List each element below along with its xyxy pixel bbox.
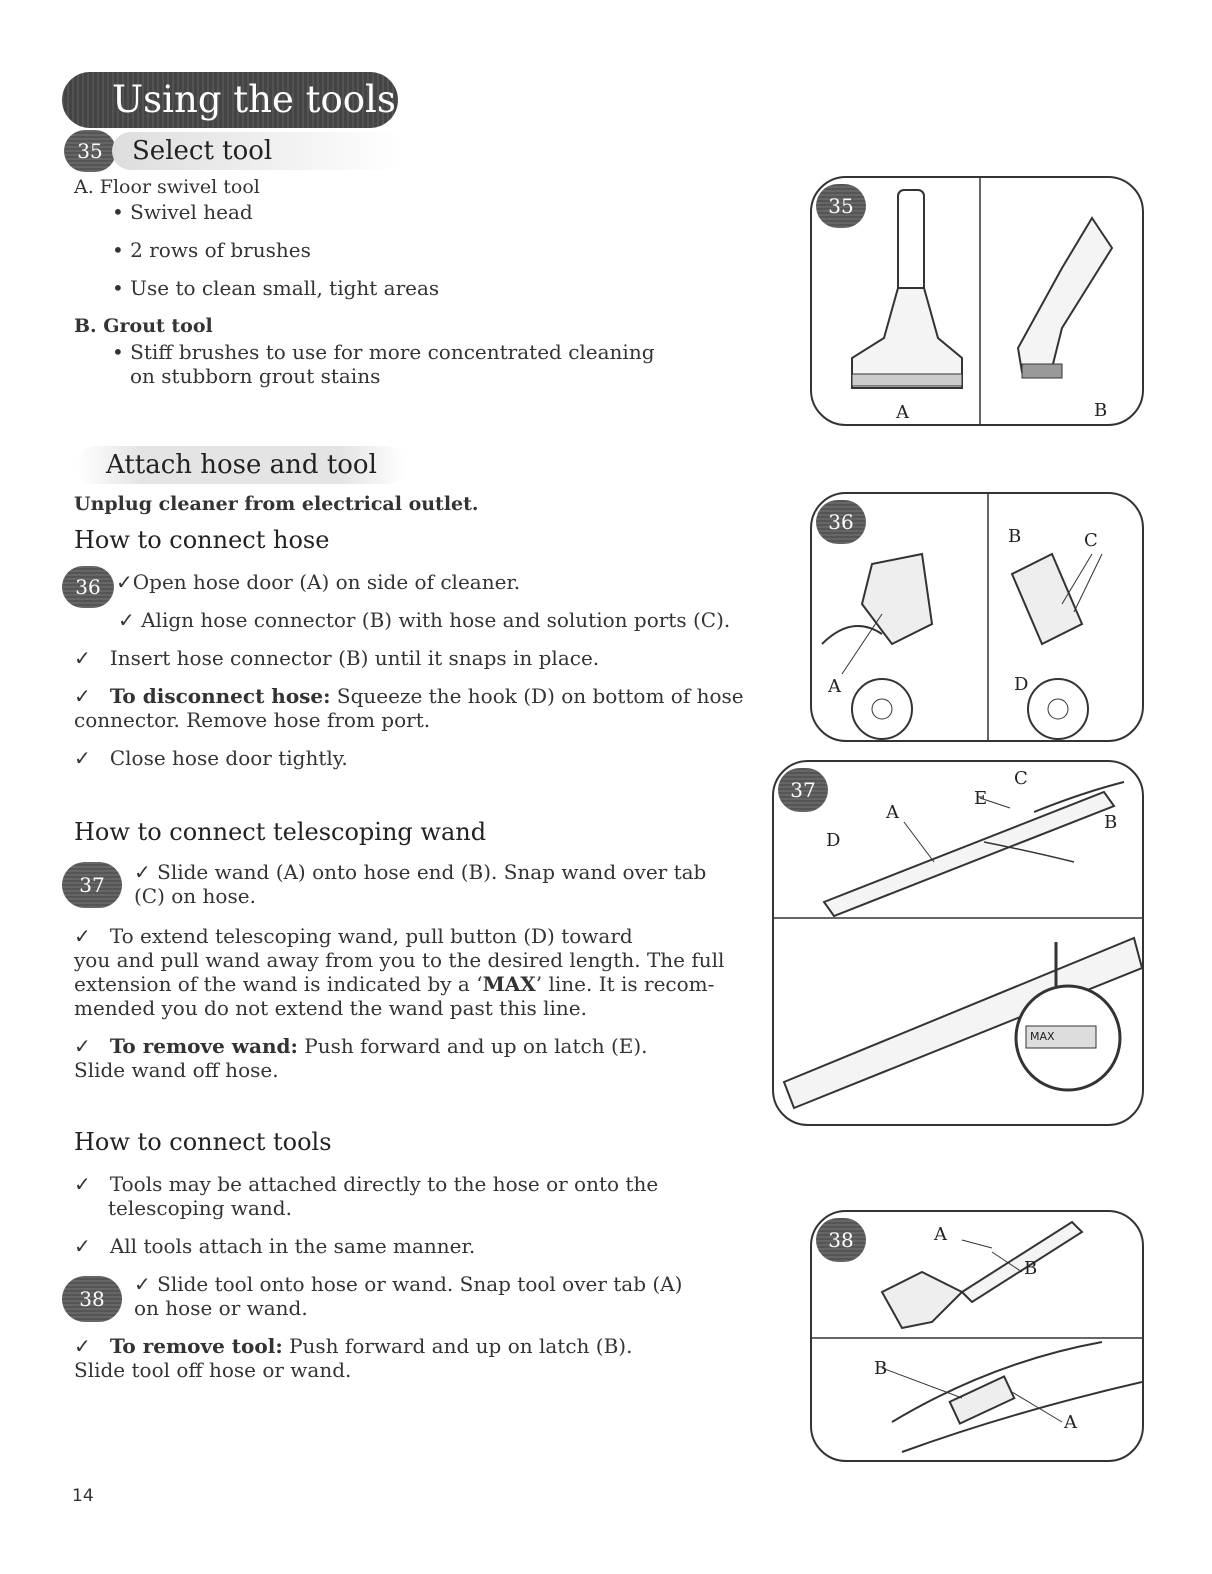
fig37-max-label: MAX <box>1030 1030 1055 1043</box>
step-badge-35: 35 <box>64 130 116 172</box>
fig36-label-c: C <box>1084 530 1098 551</box>
wand-step-2-cont: mended you do not extend the wand past this line. <box>74 996 587 1020</box>
fig38-label-a: A <box>934 1224 947 1245</box>
tools-step-3-cont: on hose or wand. <box>134 1296 308 1320</box>
wand-step-3-cont: Slide wand off hose. <box>74 1058 279 1082</box>
fig37-label-c: C <box>1014 768 1028 789</box>
hose-step-4-cont: connector. Remove hose from port. <box>74 708 431 732</box>
select-tool-title: Select tool <box>132 136 273 166</box>
fig-badge-35: 35 <box>816 184 866 228</box>
wand-step-1: ✓ Slide wand (A) onto hose end (B). Snap wand over tab <box>134 860 707 884</box>
floor-swivel-label: A. Floor swivel tool <box>74 176 260 198</box>
hose-step-5: ✓ Close hose door tightly. <box>74 746 348 770</box>
page-number: 14 <box>72 1486 94 1506</box>
bullet-item: • 2 rows of brushes <box>112 238 311 262</box>
fig37-label-e: E <box>974 788 988 809</box>
hose-step-4: ✓ To disconnect hose: Squeeze the hook (D) on bottom of hose <box>74 684 744 708</box>
hose-step-3: ✓ Insert hose connector (B) until it snaps in place. <box>74 646 600 670</box>
tools-step-1-cont: telescoping wand. <box>108 1196 292 1220</box>
wand-step-2-cont: extension of the wand is indicated by a ‘MAX’ line. It is recom- <box>74 972 715 996</box>
figure-37-illustration <box>774 762 1144 1126</box>
fig37-label-d: D <box>826 830 841 851</box>
section-title: Using the tools <box>112 78 396 121</box>
wand-step-2-cont: you and pull wand away from you to the desired length. The full <box>74 948 725 972</box>
hose-step-2: ✓ Align hose connector (B) with hose and solution ports (C). <box>118 608 731 632</box>
step-badge-38: 38 <box>62 1276 122 1322</box>
step-badge-37: 37 <box>62 862 122 908</box>
figure-37 <box>772 760 1144 1126</box>
grout-tool-label: B. Grout tool <box>74 315 213 337</box>
attach-banner <box>76 446 406 484</box>
bullet-item: • Swivel head <box>112 200 253 224</box>
fig36-label-d: D <box>1014 674 1029 695</box>
step-badge-36: 36 <box>62 566 114 608</box>
tools-step-2: ✓ All tools attach in the same manner. <box>74 1234 476 1258</box>
wand-step-3: ✓ To remove wand: Push forward and up on latch (E). <box>74 1034 648 1058</box>
fig37-label-a: A <box>886 802 899 823</box>
fig35-label-b: B <box>1094 400 1108 421</box>
fig35-label-a: A <box>896 402 909 423</box>
figure-38 <box>810 1210 1144 1462</box>
attach-title: Attach hose and tool <box>106 450 377 480</box>
unplug-warning: Unplug cleaner from electrical outlet. <box>74 493 479 515</box>
tools-step-3: ✓ Slide tool onto hose or wand. Snap tool over tab (A) <box>134 1272 683 1296</box>
fig-badge-36: 36 <box>816 500 866 544</box>
fig37-label-b: B <box>1104 812 1118 833</box>
fig38-label-a2: A <box>1064 1412 1077 1433</box>
tools-step-4: ✓ To remove tool: Push forward and up on latch (B). <box>74 1334 633 1358</box>
bullet-item: • Use to clean small, tight areas <box>112 276 440 300</box>
section-title-banner <box>62 72 398 128</box>
hose-step-1: ✓Open hose door (A) on side of cleaner. <box>116 570 521 594</box>
fig-badge-37: 37 <box>778 768 828 812</box>
figure-36 <box>810 492 1144 742</box>
wand-step-1-cont: (C) on hose. <box>134 884 256 908</box>
fig36-label-a: A <box>828 676 841 697</box>
tools-step-1: ✓ Tools may be attached directly to the hose or onto the <box>74 1172 659 1196</box>
connect-wand-heading: How to connect telescoping wand <box>74 818 487 846</box>
connect-tools-heading: How to connect tools <box>74 1128 332 1156</box>
bullet-item: • Stiff brushes to use for more concentrated cleaning <box>112 340 655 364</box>
wand-step-2: ✓ To extend telescoping wand, pull button (D) toward <box>74 924 633 948</box>
fig38-label-b: B <box>1024 1258 1038 1279</box>
figure-35 <box>810 176 1144 426</box>
fig-badge-38: 38 <box>816 1218 866 1262</box>
connect-hose-heading: How to connect hose <box>74 526 330 554</box>
bullet-item-cont: on stubborn grout stains <box>130 364 381 388</box>
select-tool-banner <box>112 132 402 170</box>
fig36-label-b: B <box>1008 526 1022 547</box>
fig38-label-b2: B <box>874 1358 888 1379</box>
tools-step-4-cont: Slide tool off hose or wand. <box>74 1358 352 1382</box>
